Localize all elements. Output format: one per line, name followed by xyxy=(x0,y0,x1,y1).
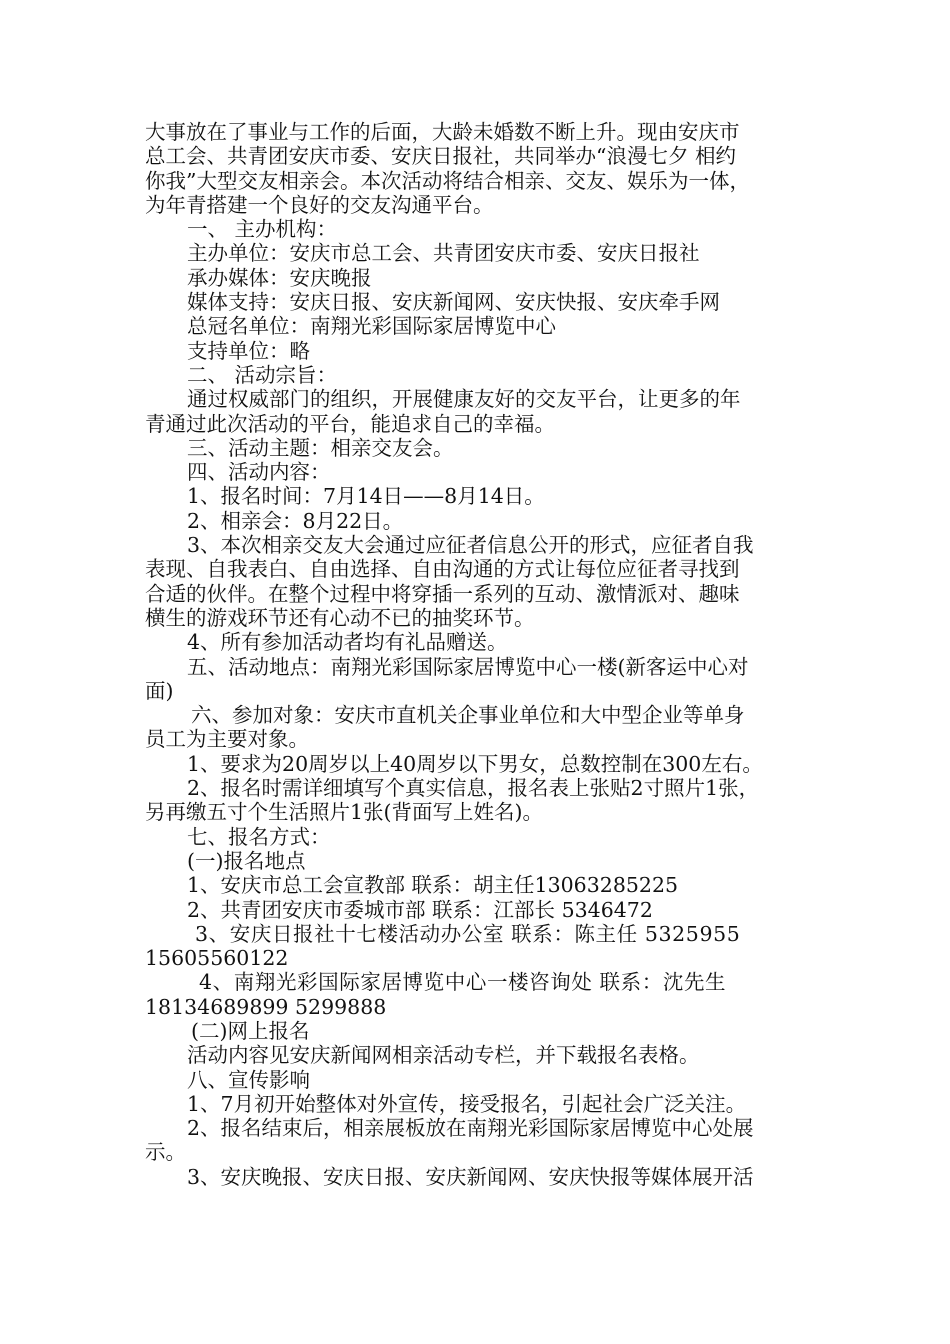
document-line: 大事放在了事业与工作的后面，大龄未婚数不断上升。现由安庆市 xyxy=(145,120,740,144)
document-line: 二、 活动宗旨： xyxy=(187,362,338,387)
document-line: 另再缴五寸个生活照片1张(背面写上姓名)。 xyxy=(145,800,544,825)
document-line: 示。 xyxy=(145,1140,186,1165)
document-line: 2、报名时需详细填写个真实信息，报名表上张贴2寸照片1张， xyxy=(187,776,760,801)
document-line: 员工为主要对象。 xyxy=(145,727,309,752)
document-line: 2、相亲会：8月22日。 xyxy=(187,508,404,533)
document-line: 活动内容见安庆新闻网相亲活动专栏，并下载报名表格。 xyxy=(187,1043,700,1068)
document-line: 六、参加对象：安庆市直机关企事业单位和大中型企业等单身 xyxy=(191,703,745,728)
document-line: 你我”大型交友相亲会。本次活动将结合相亲、交友、娱乐为一体， xyxy=(145,168,750,193)
document-line: (一)报名地点 xyxy=(187,848,306,873)
document-line: 四、活动内容： xyxy=(187,460,331,485)
document-line: 支持单位：略 xyxy=(187,338,310,363)
document-line: 主办单位：安庆市总工会、共青团安庆市委、安庆日报社 xyxy=(187,241,700,266)
document-line: 4、南翔光彩国际家居博览中心一楼咨询处 联系：沈先生 xyxy=(199,970,727,995)
document-line: 八、宣传影响 xyxy=(187,1067,310,1092)
document-line: 表现、自我表白、自由选择、自由沟通的方式让每位应征者寻找到 xyxy=(145,557,740,582)
document-line: 七、报名方式： xyxy=(187,824,331,849)
document-line: 1、报名时间：7月14日——8月14日。 xyxy=(187,484,545,509)
document-line: 2、共青团安庆市委城市部 联系：江部长 5346472 xyxy=(187,897,653,922)
document-line: 总冠名单位：南翔光彩国际家居博览中心 xyxy=(187,314,556,339)
document-line: 面) xyxy=(145,678,174,703)
document-line: 18134689899 5299888 xyxy=(145,994,387,1019)
document-body xyxy=(145,120,825,1189)
document-line: 合适的伙伴。在整个过程中将穿插一系列的互动、激情派对、趣味 xyxy=(145,581,740,606)
document-line: 1、安庆市总工会宣教部 联系：胡主任13063285225 xyxy=(187,873,679,898)
document-line: 3、安庆晚报、安庆日报、安庆新闻网、安庆快报等媒体展开活 xyxy=(187,1164,754,1189)
document-line: 3、本次相亲交友大会通过应征者信息公开的形式，应征者自我 xyxy=(187,533,754,558)
document-line: 一、 主办机构： xyxy=(187,217,338,242)
document-line: 15605560122 xyxy=(145,946,289,971)
document-line: 1、要求为20周岁以上40周岁以下男女，总数控制在300左右。 xyxy=(187,751,763,776)
document-line: 3、安庆日报社十七楼活动办公室 联系：陈主任 5325955 xyxy=(195,921,741,946)
document-line: (二)网上报名 xyxy=(191,1018,310,1043)
document-line: 五、活动地点：南翔光彩国际家居博览中心一楼(新客运中心对 xyxy=(187,654,749,679)
document-line: 媒体支持：安庆日报、安庆新闻网、安庆快报、安庆牵手网 xyxy=(187,290,720,315)
document-line: 2、报名结束后，相亲展板放在南翔光彩国际家居博览中心处展 xyxy=(187,1116,754,1141)
document-line: 通过权威部门的组织，开展健康友好的交友平台，让更多的年 xyxy=(187,387,741,412)
document-line: 承办媒体：安庆晚报 xyxy=(187,265,372,290)
document-line: 横生的游戏环节还有心动不已的抽奖环节。 xyxy=(145,605,535,630)
document-line: 总工会、共青团安庆市委、安庆日报社，共同举办“浪漫七夕 相约 xyxy=(145,144,736,169)
document-line: 青通过此次活动的平台，能追求自己的幸福。 xyxy=(145,411,555,436)
document-line: 三、活动主题：相亲交友会。 xyxy=(187,435,454,460)
document-line: 为年青搭建一个良好的交友沟通平台。 xyxy=(145,192,494,217)
document-line: 1、7月初开始整体对外宣传，接受报名，引起社会广泛关注。 xyxy=(187,1091,747,1116)
document-line: 4、所有参加活动者均有礼品赠送。 xyxy=(187,630,508,655)
